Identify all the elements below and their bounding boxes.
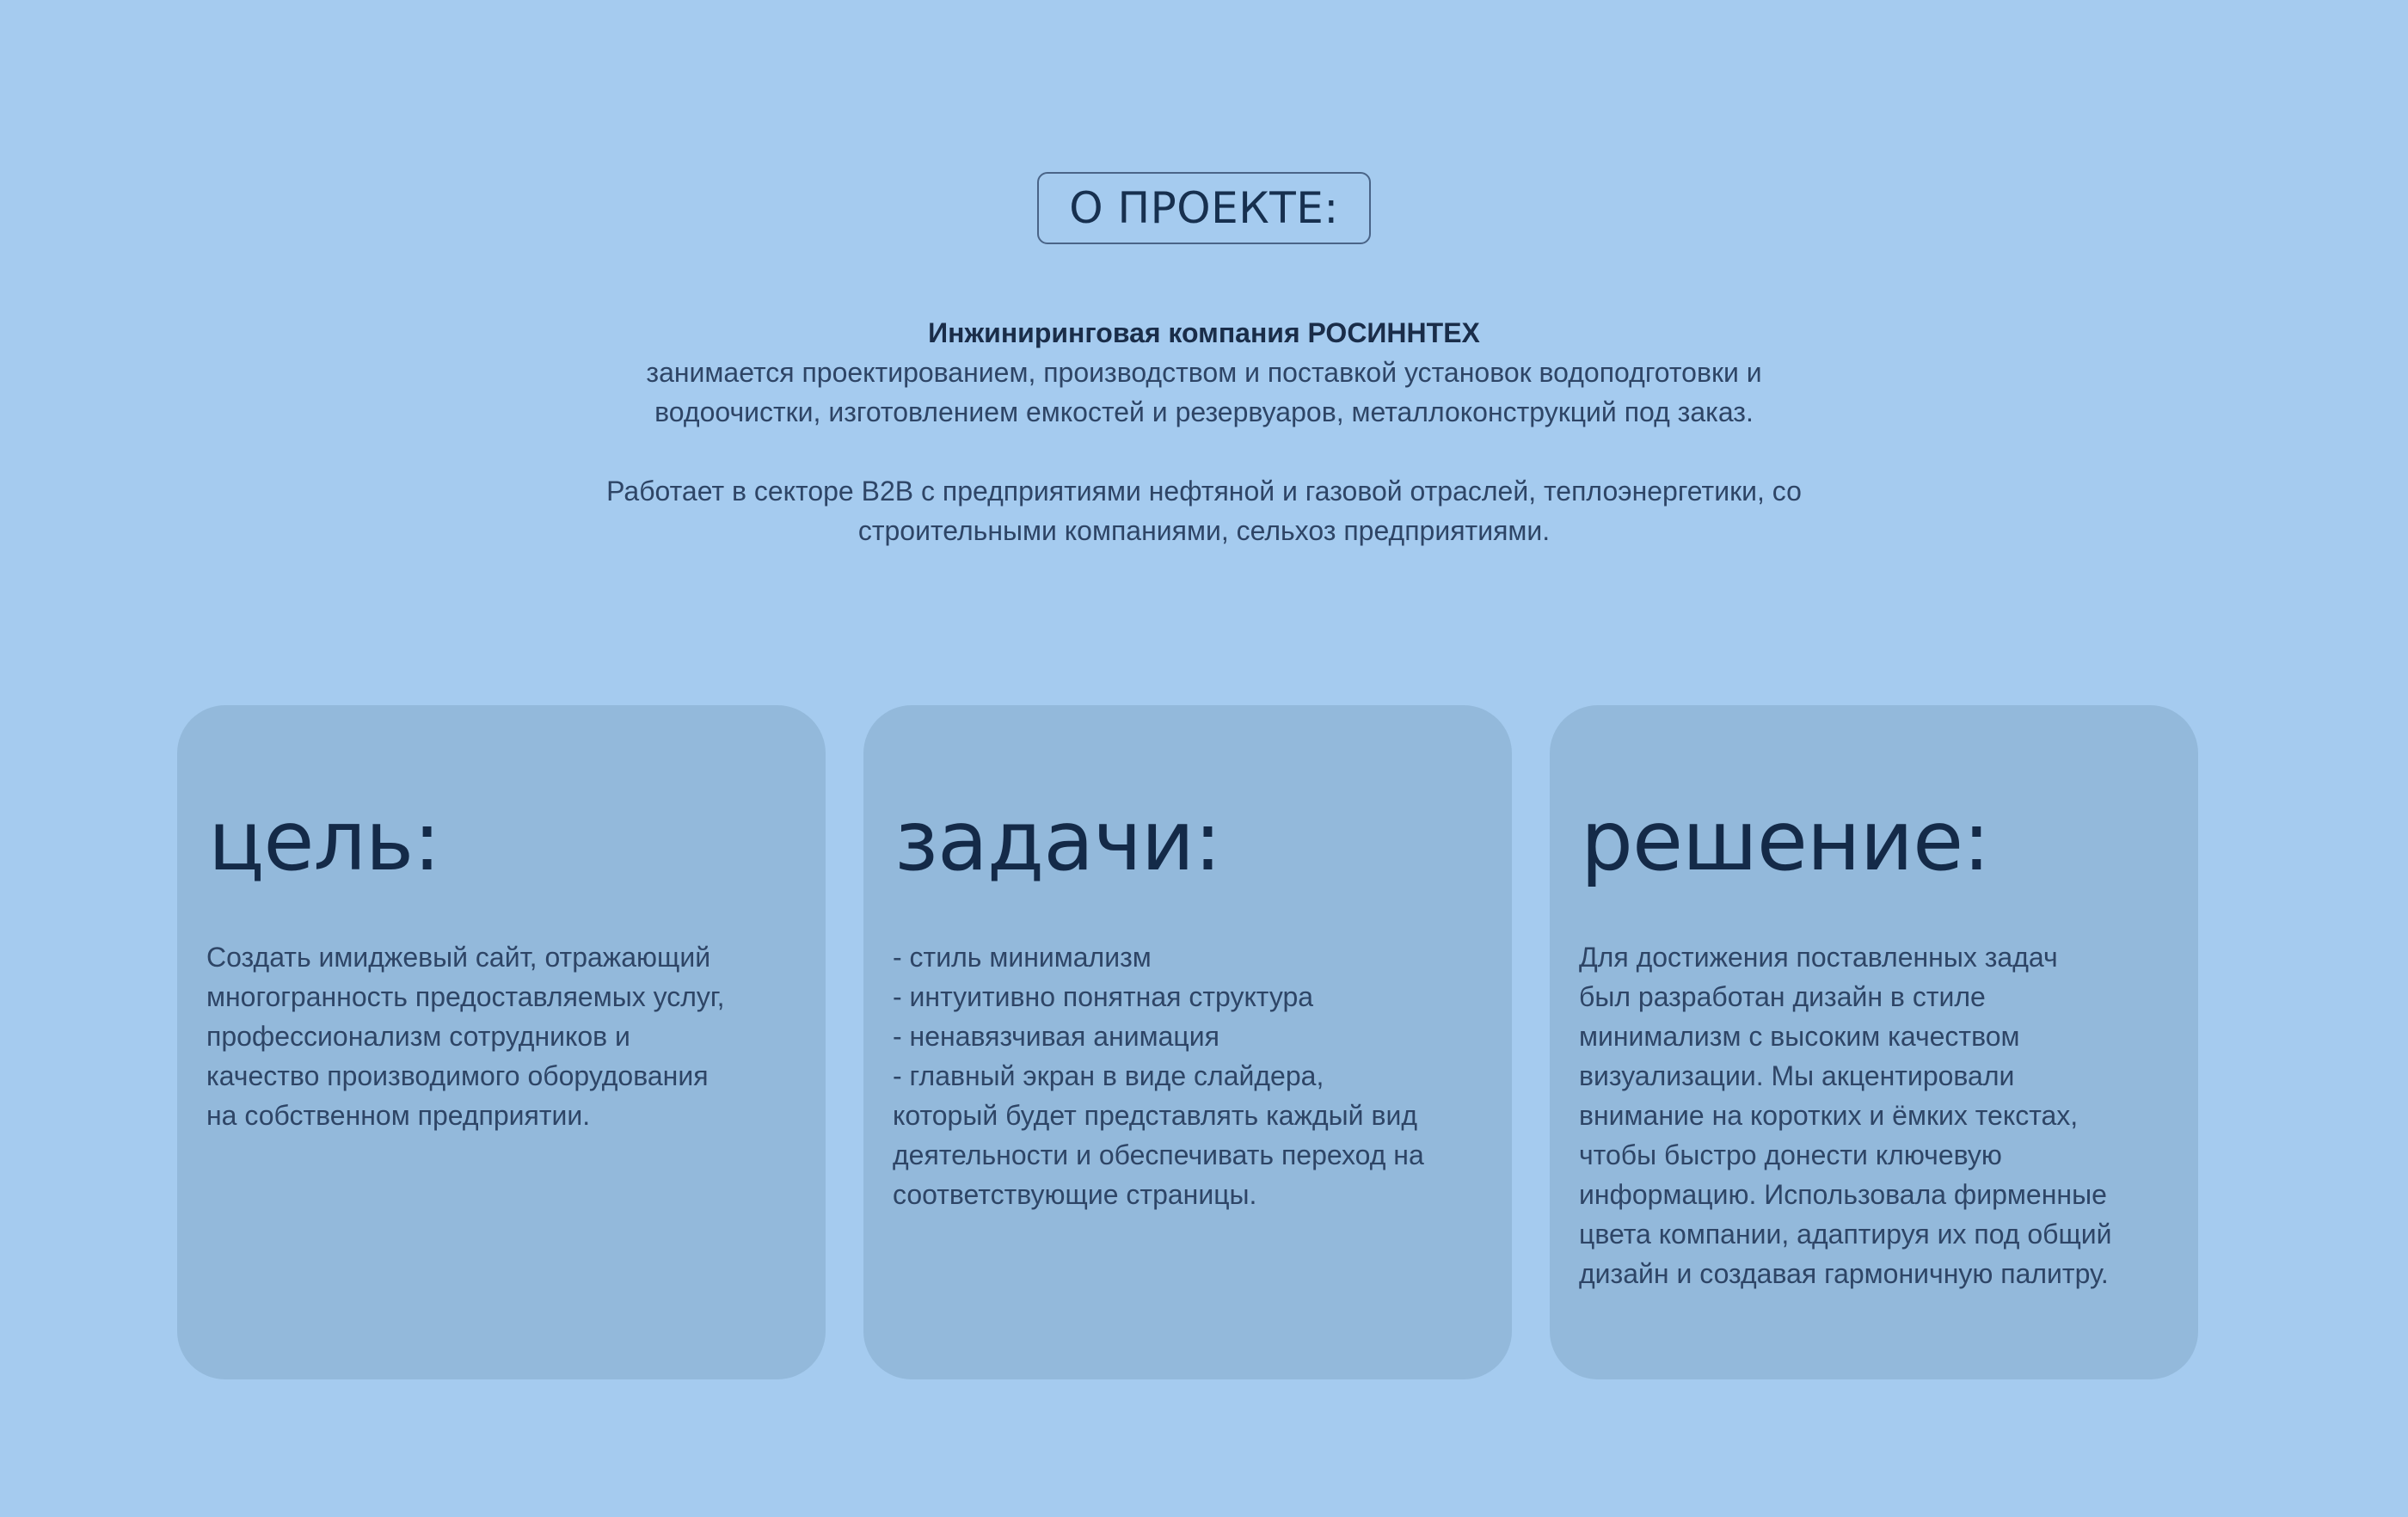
tasks-card-title: задачи: — [894, 793, 1221, 889]
solution-card-title: решение: — [1581, 793, 1990, 889]
tasks-card-text: - стиль минимализм - интуитивно понятная структура - ненавязчивая анимация - главный экран в виде слайдера, который будет представлять каждый вид деятельности и обеспечивать переход на соответствующие страницы. — [893, 942, 1424, 1210]
goal-card-title: цель: — [208, 793, 440, 889]
solution-card — [1550, 705, 2198, 1379]
intro-line: занимается проектированием, производством и поставкой установок водоподготовки и — [646, 357, 1762, 388]
company-name: Инжиниринговая компания РОСИННТЕХ — [928, 317, 1480, 348]
goal-card-text: Создать имиджевый сайт, отражающий многогранность предоставляемых услуг, профессионализм сотрудников и качество производимого оборудования на собственном предприятии. — [206, 942, 725, 1131]
intro-line: Работает в секторе B2B с предприятиями нефтяной и газовой отраслей, теплоэнергетики, со — [606, 476, 1802, 507]
goal-card — [177, 705, 826, 1379]
intro-line: строительными компаниями, сельхоз предприятиями. — [857, 515, 1551, 546]
tasks-card — [863, 705, 1512, 1379]
solution-card-text: Для достижения поставленных задач был разработан дизайн в стиле минимализм с высоким качеством визуализации. Мы акцентировали внимание на коротких и ёмких текстах, чтобы быстро донести ключевую информацию. Использовала фирменные цвета компании, адаптируя их под общий дизайн и создавая гармоничную палитру. — [1579, 942, 2112, 1289]
about-project-badge: О ПРОЕКТЕ: — [1037, 172, 1371, 244]
project-intro — [430, 313, 1978, 550]
intro-line: водоочистки, изготовлением емкостей и резервуаров, металлоконструкций под заказ. — [654, 396, 1754, 427]
